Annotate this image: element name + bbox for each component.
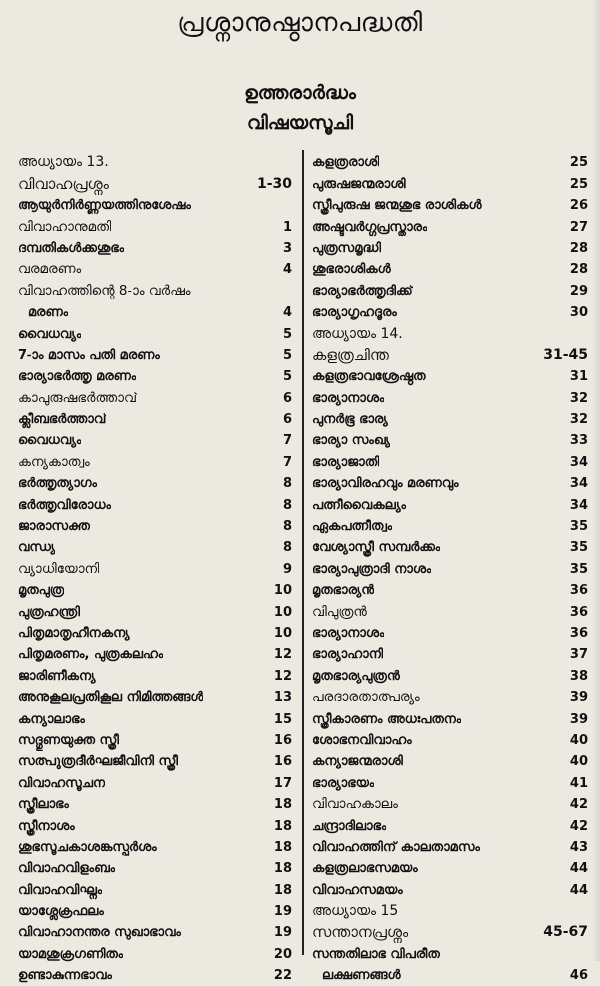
toc-entry [18,601,292,622]
toc-entry-page: 31-45 [543,346,588,363]
toc-entry-title: ഭാര്യാനാശം [312,625,385,641]
toc-entry [312,837,588,858]
toc-entry-title: ശുഭരാശികൾ [312,262,391,278]
toc-entry [312,409,588,430]
toc-entry [312,644,588,665]
toc-entry-page: 6 [282,390,292,406]
toc-entry-page: 15 [273,711,292,727]
toc-entry-page: 44 [569,882,588,898]
toc-entry [18,451,292,472]
toc-entry-page: 39 [569,690,588,706]
toc-entry [312,430,588,451]
toc-entry-title: അധ്യായം 15 [312,903,399,920]
toc-entry-title: സന്താനപ്രശ്നം [312,923,409,942]
toc-entry-title: ഭർത്തൃത്യാഗം [18,476,98,492]
toc-entry-title: അനുകൂലപ്രതികൂല നിമിത്തങ്ങൾ [18,690,204,706]
toc-entry-page: 38 [569,668,588,684]
toc-entry-page: 5 [282,369,292,385]
toc-entry-page: 8 [282,476,292,492]
toc-entry [18,730,292,751]
toc-entry [18,558,292,579]
chapter-heading [18,152,292,173]
toc-entry-title: ഭർത്തൃവിരോധം [18,497,112,513]
toc-entry-title: മൃതഭാര്യൻ [312,583,375,599]
toc-entry-page: 22 [273,968,292,984]
toc-entry [312,965,588,986]
toc-entry-page: 28 [569,262,588,278]
toc-entry-title: 7-ാം മാസം പതി മരണം [18,347,160,363]
toc-entry-title: ഭാര്യാജാതി [312,454,380,470]
toc-entry-page: 25 [569,176,588,192]
toc-entry [18,708,292,729]
chapter-heading [312,901,588,922]
toc-entry [18,195,292,216]
toc-entry-title: ഭാര്യാനാശം [312,390,385,406]
toc-entry [312,794,588,815]
toc-entry-title: സ്ത്രീപുരുഷ ജന്മശുഭ രാശികൾ [312,198,482,214]
toc-entry-page: 39 [569,711,588,727]
toc-entry-title: കന്യാലാഭം [18,711,85,727]
toc-entry-title: പുനർഭൂ ഭാര്യ [312,412,388,428]
toc-entry-page: 7 [282,433,292,449]
toc-entry [18,216,292,237]
toc-entry [312,451,588,472]
toc-entry-page: 27 [569,219,588,235]
toc-entry-page: 20 [273,946,292,962]
toc-entry-page: 28 [569,240,588,256]
toc-entry [18,259,292,280]
right-column [312,152,588,986]
toc-entry-title: യാശ്ലേക്രഫലം [18,904,104,920]
toc-entry-page: 40 [569,754,588,770]
toc-entry [312,665,588,686]
toc-entry [312,152,588,173]
toc-entry [18,772,292,793]
toc-entry-page: 5 [282,347,292,363]
toc-entry-page: 1 [282,219,292,235]
toc-entry-page: 30 [569,305,588,321]
toc-entry-title: വിപുത്രൻ [312,603,367,620]
toc-entry [18,901,292,922]
toc-entry-page: 8 [282,519,292,535]
toc-entry-page: 40 [569,732,588,748]
toc-entry [18,238,292,259]
toc-entry-page: 16 [273,754,292,770]
toc-entry [18,815,292,836]
toc-entry [312,943,588,964]
toc-entry-title: കളത്രചിന്ത [312,345,389,364]
toc-entry-page: 34 [569,454,588,470]
toc-entry [312,173,588,194]
toc-entry [18,302,292,323]
toc-entry [312,687,588,708]
toc-entry [312,858,588,879]
left-column [18,152,292,986]
toc-entry-title: വന്ധ്യ [18,540,56,556]
toc-entry [18,537,292,558]
toc-entry-title: സ്ത്രീലാഭം [18,797,69,813]
toc-entry [18,580,292,601]
toc-entry-title: ഭാര്യാ സംഖ്യ [312,433,391,449]
toc-entry [18,943,292,964]
toc-entry-page: 18 [273,882,292,898]
toc-entry [312,366,588,387]
toc-entry-title: വിവാഹവിഘ്നം [18,882,103,898]
toc-entry [312,302,588,323]
toc-entry-title: വിവാഹാനുമതി [18,218,112,235]
toc-entry-title: കളത്രഭാവശ്രേഷ്ഠത [312,369,426,385]
toc-entry-title: വിവാഹപ്രശ്നം [18,174,109,193]
toc-entry [312,259,588,280]
toc-entry [18,430,292,451]
toc-entry [18,323,292,344]
toc-entry-page: 9 [282,561,292,577]
toc-entry-title: കാപുരുഷഭർത്താവ് [18,389,138,406]
toc-entry-title: കളത്രലാഭസമയം [312,861,418,877]
toc-entry-title: ഭാര്യാഹാനി [312,647,384,663]
toc-entry-title: വേശ്യാസ്ത്രീ സമ്പർക്കം [312,540,441,556]
toc-entry [312,601,588,622]
toc-entry [18,366,292,387]
toc-entry [18,751,292,772]
toc-entry-title: യാമശുക്രഗണിതം [18,946,124,962]
toc-entry-title: മൃതഭാര്യപുത്രൻ [312,668,400,684]
toc-entry-title: ഭാര്യാപുത്രാദി നാശം [312,561,432,577]
toc-entry-title: ലക്ഷണങ്ങൾ [322,968,401,984]
toc-entry-page: 31 [569,369,588,385]
toc-entry [18,922,292,943]
toc-entry-title: പിതൃമരണം, പുത്രകലഹം [18,647,164,663]
toc-entry-page: 19 [273,925,292,941]
toc-entry-page: 35 [569,561,588,577]
toc-entry-page: 18 [273,818,292,834]
section-heading [18,173,292,194]
toc-entry-title: ഏകപത്നീത്വം [312,519,393,535]
toc-entry-page: 6 [282,412,292,428]
toc-entry-page: 3 [282,240,292,256]
toc-entry [18,794,292,815]
toc-entry [18,516,292,537]
toc-entry-title: മൃതപുത്ര [18,583,65,599]
toc-entry [18,623,292,644]
toc-entry-page: 16 [273,732,292,748]
toc-entry-title: സ്ത്രീകാരണം അധഃപതനം [312,711,462,727]
toc-entry-page: 36 [569,604,588,620]
toc-entry-title: അധ്യായം 14. [312,325,403,342]
toc-entry-title: പുരുഷജന്മരാശി [312,176,406,192]
toc-entry-page: 12 [273,668,292,684]
toc-entry-title: സ്ത്രീനാശം [18,818,75,834]
toc-entry-title: പുത്രഹന്ത്രി [18,604,80,620]
toc-entry [312,238,588,259]
toc-entry-title: അധ്യായം 13. [18,154,109,171]
toc-entry [18,644,292,665]
toc-entry-page: 34 [569,497,588,513]
toc-entry [18,837,292,858]
toc-entry [312,730,588,751]
toc-entry-title: ഉണ്ടാകുന്നഭാവം [18,968,112,984]
toc-entry-page: 13 [273,690,292,706]
toc-entry [312,751,588,772]
toc-entry-title: ജാരാസക്ത [18,519,90,535]
toc-entry-title: വിവാഹത്തിന് കാലതാമസം [312,839,480,855]
toc-entry [18,965,292,986]
toc-entry-page: 44 [569,861,588,877]
toc-entry [18,879,292,900]
toc-entry [18,494,292,515]
toc-entry [312,216,588,237]
toc-entry-page: 4 [282,305,292,321]
toc-entry-page: 26 [569,198,588,214]
part-heading: ഉത്തരാർദ്ധം [244,82,356,104]
toc-entry-title: ക്ലീബഭർത്താവ് [18,412,107,428]
toc-entry-page: 41 [569,775,588,791]
toc-entry-title: ആയുർനിർണ്ണയത്തിനുശേഷം [18,198,191,214]
toc-entry-page: 7 [282,454,292,470]
toc-entry-page: 42 [569,818,588,834]
toc-entry [312,772,588,793]
toc-entry-page: 12 [273,647,292,663]
toc-entry-page: 36 [569,583,588,599]
toc-entry-title: ജാരിണീകന്യ [18,668,96,684]
toc-entry [18,858,292,879]
toc-entry-title: ഭാര്യാവിരഹവും മരണവും [312,476,459,492]
toc-entry [18,687,292,708]
toc-entry-title: ശോഭനവിവാഹം [312,732,412,748]
toc-entry-page: 46 [569,968,588,984]
toc-entry-title: വ്യാധിയോനി [18,560,100,577]
toc-entry [18,665,292,686]
toc-entry-page: 32 [569,412,588,428]
toc-entry-page: 29 [569,283,588,299]
toc-entry [312,708,588,729]
toc-entry-title: വിവാഹാനന്തര സുഖാഭാവം [18,925,181,941]
toc-entry-title: പുത്രസമൃദ്ധി [312,240,382,256]
toc-entry-page: 19 [273,904,292,920]
toc-entry [312,494,588,515]
toc-entry [312,580,588,601]
toc-entry [312,815,588,836]
page-edge-shadow [592,0,600,961]
toc-entry-page: 33 [569,433,588,449]
toc-entry [312,473,588,494]
toc-entry-page: 8 [282,497,292,513]
column-divider [302,150,304,955]
toc-entry-title: വൈധവ്യം [18,433,82,449]
toc-entry-title: ശുഭസൂചകാശങ്കസ്പർശം [18,839,157,855]
toc-entry [312,195,588,216]
toc-entry [312,516,588,537]
toc-entry-title: ഭാര്യാഭയം [312,775,375,791]
toc-entry-title: സത്പുത്രദീർഘജീവിനി സ്ത്രീ [18,754,178,770]
toc-entry-title: ചന്ദ്രാദിലാഭം [312,818,387,834]
toc-entry [312,387,588,408]
toc-entry-title: സന്തതിലാഭ വിപരീത [312,946,440,962]
toc-entry [18,473,292,494]
toc-entry-page: 45-67 [543,924,588,941]
toc-entry-page: 43 [569,839,588,855]
toc-entry-title: മരണം [28,305,69,321]
toc-entry-title: കന്യാജന്മരാശി [312,754,403,770]
toc-entry-title: വിവാഹത്തിന്റെ 8-ാം വർഷം [18,282,191,299]
toc-entry [312,879,588,900]
toc-entry-title: പത്നീവൈകല്യം [312,497,407,513]
toc-entry [18,345,292,366]
toc-entry-page: 10 [273,604,292,620]
toc-entry-title: ഭാര്യാഭർത്തൃദിക്ക് [312,283,413,299]
toc-entry-title: വിവാഹസമയം [312,882,403,898]
toc-entry-page: 4 [282,262,292,278]
toc-entry-page: 35 [569,540,588,556]
toc-entry-title: വിവാഹവിളംബം [18,861,116,877]
toc-entry-page: 35 [569,519,588,535]
toc-entry-page: 1-30 [256,175,292,192]
toc-entry-title: കന്യകാത്വം [18,453,90,470]
toc-entry-page: 10 [273,625,292,641]
toc-entry-title: വരമരണം [18,261,82,278]
chapter-heading [312,323,588,344]
toc-entry-page: 25 [569,155,588,171]
toc-entry-title: പിതൃമാതൃഹീനകന്യ [18,625,130,641]
toc-entry-page: 36 [569,625,588,641]
toc-entry-page: 17 [273,775,292,791]
toc-entry-title: വൈധവ്യം [18,326,82,342]
toc-entry-page: 32 [569,390,588,406]
toc-entry-title: വിവാഹകാലം [312,796,398,813]
toc-entry-page: 18 [273,861,292,877]
toc-entry-title: വിവാഹസൂചന [18,775,106,791]
toc-entry [312,558,588,579]
toc-entry [312,623,588,644]
toc-entry-page: 8 [282,540,292,556]
section-heading [312,922,588,943]
toc-entry-title: അഷ്ടവർഗ്ഗപ്രസ്താരം [312,219,428,235]
toc-entry-page: 18 [273,797,292,813]
toc-entry [18,280,292,301]
toc-entry-title: പരദാരതാത്പര്യം [312,689,420,706]
toc-entry-page: 37 [569,647,588,663]
toc-entry-page: 5 [282,326,292,342]
toc-entry-page: 18 [273,839,292,855]
toc-entry [312,280,588,301]
toc-entry-page: 34 [569,476,588,492]
toc-entry-title: ഭാര്യാഗൃഹദൂരം [312,305,397,321]
toc-entry-title: സദ്ഗുണയുക്ത സ്ത്രീ [18,732,119,748]
contents-heading: വിഷയസൂചി [246,112,353,134]
toc-entry-title: ഭാര്യാഭർത്തൃ മരണം [18,369,137,385]
toc-entry-page: 10 [273,583,292,599]
page-title: പ്രശ്നാനുഷ്ഠാനപദ്ധതി [177,8,423,38]
toc-entry [18,409,292,430]
toc-entry-title: കളത്രരാശി [312,155,380,171]
toc-entry-page: 42 [569,797,588,813]
toc-entry [312,537,588,558]
section-heading [312,345,588,366]
toc-entry [18,387,292,408]
toc-entry-title: ദമ്പതികൾക്കശുഭം [18,240,125,256]
